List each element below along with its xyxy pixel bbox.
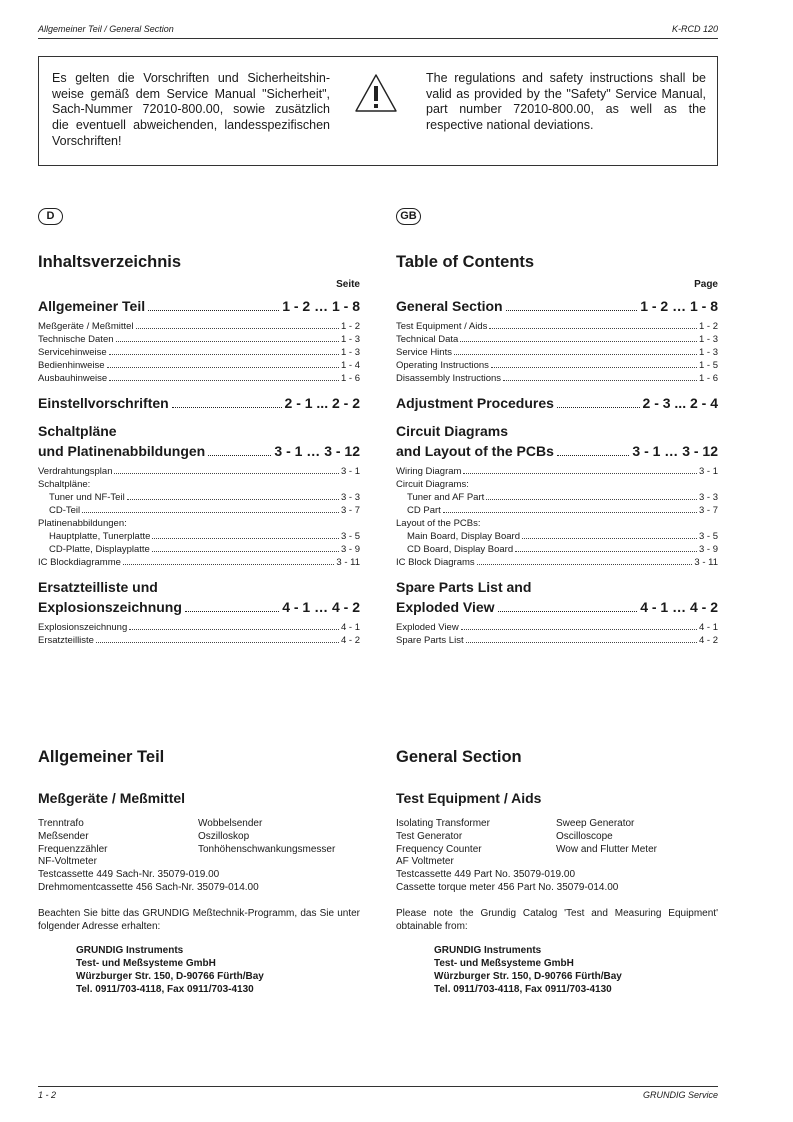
toc-entry[interactable]: Explosionszeichnung 4 - 1 bbox=[38, 622, 360, 633]
toc-entry[interactable]: CD Part 3 - 7 bbox=[407, 505, 718, 516]
language-flag-gb: GB bbox=[396, 208, 421, 225]
equipment-item: Frequency Counter bbox=[396, 843, 482, 855]
toc-column-en bbox=[396, 250, 718, 647]
equipment-item: Test Generator bbox=[396, 830, 463, 842]
catalog-note: Beachten Sie bitte das GRUNDIG Meßtechnik-Programm, das Sie unter folgender Adresse erhalten: bbox=[38, 907, 360, 932]
toc-entry[interactable]: CD Board, Display Board 3 - 9 bbox=[407, 544, 718, 555]
page-number: 1 - 2 bbox=[38, 1090, 57, 1100]
toc-entry[interactable]: IC Blockdiagramme 3 - 11 bbox=[38, 557, 360, 568]
toc-section-general[interactable]: Allgemeiner Teil 1 - 2 … 1 - 8 bbox=[38, 298, 360, 314]
toc-entry[interactable]: Verdrahtungsplan 3 - 1 bbox=[38, 466, 360, 477]
toc-title: Table of Contents bbox=[396, 253, 535, 271]
toc-entry[interactable]: Disassembly Instructions 1 - 6 bbox=[396, 373, 718, 384]
toc-entry[interactable]: Hauptplatte, Tunerplatte 3 - 5 bbox=[49, 531, 360, 542]
toc-entry[interactable]: Spare Parts List 4 - 2 bbox=[396, 635, 718, 646]
equipment-title: Meßgeräte / Meßmittel bbox=[38, 790, 186, 806]
equipment-item: Wobbelsender bbox=[198, 818, 263, 829]
toc-entry[interactable]: Operating Instructions 1 - 5 bbox=[396, 360, 718, 371]
equipment-item: Isolating Transformer bbox=[396, 818, 490, 829]
toc-subheader: Platinenabbildungen: bbox=[38, 518, 127, 529]
equipment-item: Meßsender bbox=[38, 830, 89, 842]
toc-entry[interactable]: Wiring Diagram 3 - 1 bbox=[396, 466, 718, 477]
equipment-item: AF Voltmeter bbox=[396, 856, 454, 868]
toc-section-circuit-line1[interactable]: Schaltpläne bbox=[38, 423, 117, 439]
header-rule bbox=[38, 38, 718, 39]
toc-subheader: Schaltpläne: bbox=[38, 479, 91, 490]
toc-entry[interactable]: Technische Daten 1 - 3 bbox=[38, 334, 360, 345]
equipment-title: Test Equipment / Aids bbox=[396, 790, 542, 806]
toc-entry[interactable]: Exploded View 4 - 1 bbox=[396, 622, 718, 633]
page-footer bbox=[38, 1090, 718, 1102]
toc-subheader: Layout of the PCBs: bbox=[396, 518, 481, 529]
equipment-item: Oscilloscope bbox=[556, 830, 613, 842]
toc-section-circuit[interactable]: und Platinenabbildungen 3 - 1 … 3 - 12 bbox=[38, 443, 360, 459]
toc-entry[interactable]: Service Hints 1 - 3 bbox=[396, 347, 718, 358]
toc-entry[interactable]: Meßgeräte / Meßmittel 1 - 2 bbox=[38, 321, 360, 332]
toc-section-circuit[interactable]: and Layout of the PCBs 3 - 1 … 3 - 12 bbox=[396, 443, 718, 459]
toc-section-spare[interactable]: Explosionszeichnung 4 - 1 … 4 - 2 bbox=[38, 599, 360, 615]
toc-column-de bbox=[38, 250, 360, 647]
toc-section-general[interactable]: General Section 1 - 2 … 1 - 8 bbox=[396, 298, 718, 314]
equipment-item: Cassette torque meter 456 Part No. 35079-014.00 bbox=[396, 881, 619, 893]
equipment-item: Testcassette 449 Sach-Nr. 35079-019.00 bbox=[38, 869, 220, 881]
equipment-item: Trenntrafo bbox=[38, 818, 84, 829]
equipment-list bbox=[38, 818, 368, 895]
language-flag-de: D bbox=[38, 208, 63, 225]
toc-entry[interactable]: Ausbauhinweise 1 - 6 bbox=[38, 373, 360, 384]
toc-entry[interactable]: Servicehinweise 1 - 3 bbox=[38, 347, 360, 358]
header-model: K-RCD 120 bbox=[671, 24, 718, 34]
section-title: Allgemeiner Teil bbox=[38, 748, 165, 766]
toc-entry[interactable]: Main Board, Display Board 3 - 5 bbox=[407, 531, 718, 542]
safety-text-de: Es gelten die Vorschriften und Sicherheitshin-weise gemäß dem Service Manual "Sicherheit", Sach-Nummer 72010-800.00, sowie zusätzlich die eventuell abweichenden, landesspezifischen Vorschriften! bbox=[52, 71, 330, 148]
supplier-address: GRUNDIG Instruments Test- und Meßsysteme GmbH Würzburger Str. 150, D-90766 Fürth/Bay Tel. 0911/703-4118, Fax 0911/703-4130 bbox=[76, 945, 264, 995]
toc-section-spare-line1[interactable]: Ersatzteilliste und bbox=[38, 579, 158, 595]
catalog-note: Please note the Grundig Catalog 'Test and Measuring Equipment' obtainable from: bbox=[396, 907, 718, 932]
toc-entry[interactable]: IC Block Diagrams 3 - 11 bbox=[396, 557, 718, 568]
toc-entry[interactable]: Bedienhinweise 1 - 4 bbox=[38, 360, 360, 371]
header-section-title: Allgemeiner Teil / General Section bbox=[38, 24, 174, 34]
toc-entry[interactable]: Test Equipment / Aids 1 - 2 bbox=[396, 321, 718, 332]
toc-entry[interactable]: Tuner und NF-Teil 3 - 3 bbox=[49, 492, 360, 503]
safety-text-en: The regulations and safety instructions shall be valid as provided by the "Safety" Service Manual, part number 72010-800.00, as well as the respective national deviations. bbox=[426, 71, 706, 133]
toc-section-spare-line1[interactable]: Spare Parts List and bbox=[396, 579, 532, 595]
toc-title: Inhaltsverzeichnis bbox=[38, 253, 182, 271]
equipment-item: Oszilloskop bbox=[198, 830, 250, 842]
equipment-item: Wow and Flutter Meter bbox=[556, 843, 657, 855]
toc-page-label: Page bbox=[694, 279, 718, 290]
general-section-en bbox=[396, 746, 726, 997]
equipment-item: Testcassette 449 Part No. 35079-019.00 bbox=[396, 869, 576, 881]
section-title: General Section bbox=[396, 748, 522, 766]
toc-section-circuit-line1[interactable]: Circuit Diagrams bbox=[396, 423, 509, 439]
toc-section-spare[interactable]: Exploded View 4 - 1 … 4 - 2 bbox=[396, 599, 718, 615]
toc-entry[interactable]: CD-Teil 3 - 7 bbox=[49, 505, 360, 516]
equipment-item: Sweep Generator bbox=[556, 818, 635, 829]
toc-subheader: Circuit Diagrams: bbox=[396, 479, 469, 490]
supplier-address: GRUNDIG Instruments Test- und Meßsysteme GmbH Würzburger Str. 150, D-90766 Fürth/Bay Tel. 0911/703-4118, Fax 0911/703-4130 bbox=[434, 945, 622, 995]
footer-rule bbox=[38, 1086, 718, 1087]
toc-page-label: Seite bbox=[336, 279, 360, 290]
toc-entry[interactable]: Tuner and AF Part 3 - 3 bbox=[407, 492, 718, 503]
toc-section-adjustment[interactable]: Einstellvorschriften 2 - 1 ... 2 - 2 bbox=[38, 395, 360, 411]
warning-triangle-icon bbox=[354, 73, 398, 113]
general-section-de bbox=[38, 746, 368, 997]
equipment-list bbox=[396, 818, 726, 895]
toc-entry[interactable]: Technical Data 1 - 3 bbox=[396, 334, 718, 345]
toc-entry[interactable]: CD-Platte, Displayplatte 3 - 9 bbox=[49, 544, 360, 555]
page-header bbox=[38, 24, 718, 36]
equipment-item: Frequenzzähler bbox=[38, 843, 108, 855]
equipment-item: NF-Voltmeter bbox=[38, 856, 97, 868]
safety-notice-box bbox=[38, 56, 718, 166]
footer-brand: GRUNDIG Service bbox=[642, 1090, 718, 1100]
toc-section-adjustment[interactable]: Adjustment Procedures 2 - 3 ... 2 - 4 bbox=[396, 395, 718, 411]
equipment-item: Tonhöhenschwankungsmesser bbox=[198, 843, 336, 855]
equipment-item: Drehmomentcassette 456 Sach-Nr. 35079-014.00 bbox=[38, 881, 259, 893]
toc-entry[interactable]: Ersatzteilliste 4 - 2 bbox=[38, 635, 360, 646]
